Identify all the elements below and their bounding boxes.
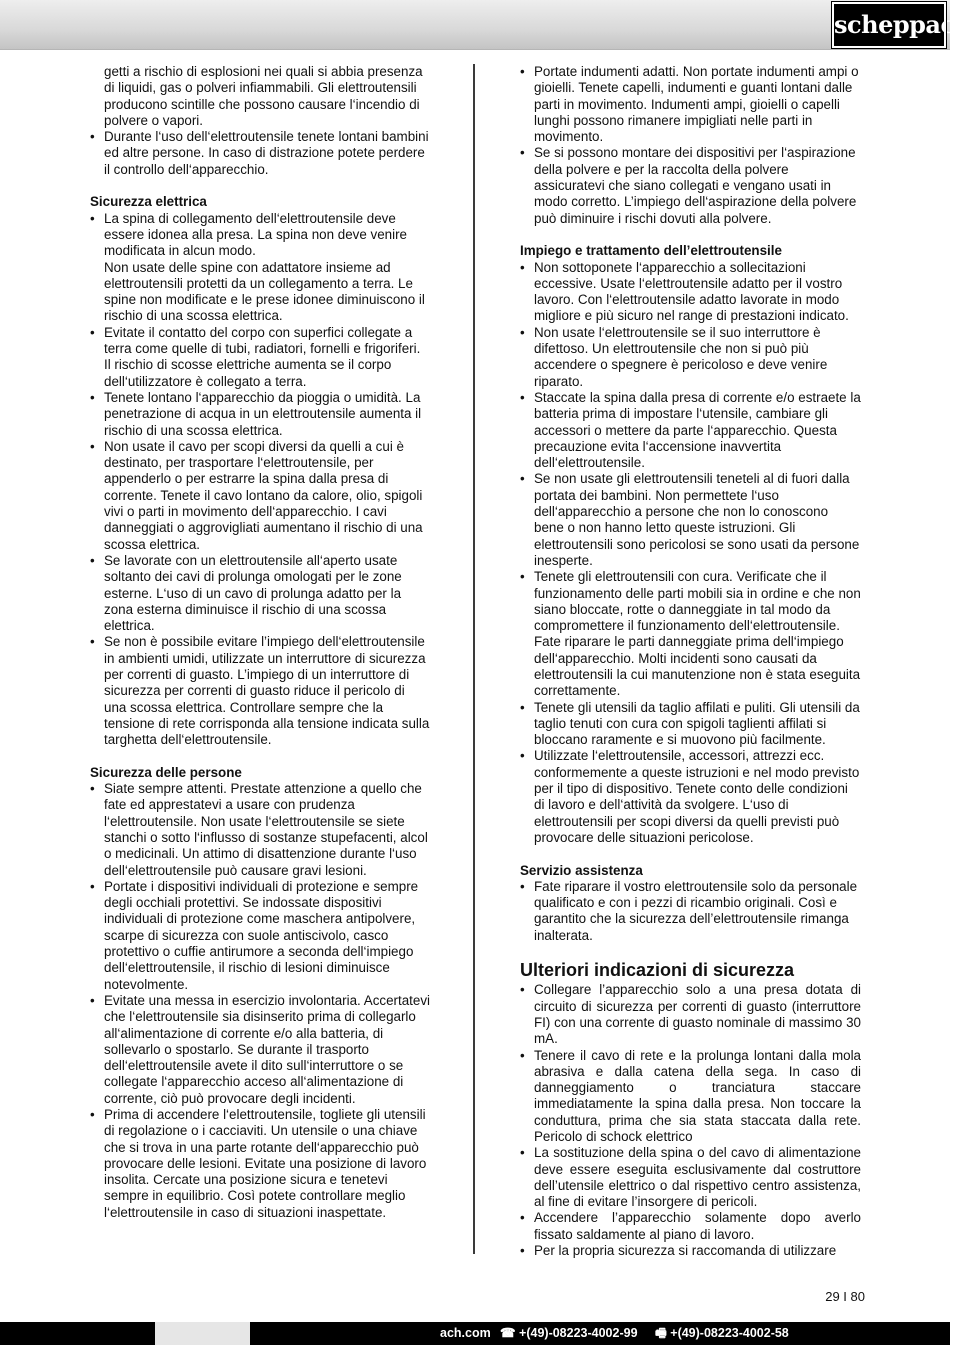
personal-safety-list [90,781,430,1221]
heading-tool-use: Impiego e trattamento dell’elettroutensile [520,243,782,259]
footer-contact-bar [250,1322,950,1345]
electrical-safety-list [90,211,430,260]
list-item: • Portate i dispositivi individuali di protezione e sempre degli occhiali protettivi. Se indossate dispositivi individuali di protezione come maschera antipolvere, scarpe di sicurezza con suole antiscivolo, casco protettivo o cuffie antirumore a seconda dell‘impiego dell‘elettroutensile, il rischio di lesioni diminuisce notevolmente. [90,879,430,993]
intro-list-right [520,64,861,227]
footer-black-block [0,1322,155,1345]
heading-personal-safety: Sicurezza delle persone [90,764,242,780]
list-item: • Se non è possibile evitare l’impiego dell‘elettroutensile in ambienti umidi, utilizzate un interruttore di sicurezza per correnti di guasto. L’impiego di un interruttore di sicurezza per correnti di guasto riduce il pericolo di una scossa elettrica. Controllare sempre che la tensione di rete corrisponda alla tensione indicata sulla targhetta dell‘elettroutensile. [90,634,430,748]
heading-service: Servizio assistenza [520,862,643,878]
electrical-safety-list-cont [90,325,430,749]
list-item: • Fate riparare il vostro elettroutensile solo da personale qualificato e con i pezzi di ricambio originali. Così e garantito che la sicurezza dell’elettroutensile rimanga inalterata. [520,879,861,944]
list-item: • Evitate una messa in esercizio involontaria. Accertatevi che l‘elettroutensile sia disinserito prima di collegarlo all‘alimentazione di corrente e/o alla batteria, di sollevarlo o spostarlo. Se durante il trasporto dell‘elettroutensile avete il dito sull‘interruttore o se collegate l‘apparecchio acceso all‘alimentazione di corrente, ciò può provocare degli incidenti. [90,993,430,1107]
list-item: • Tenete lontano l‘apparecchio da pioggia o umidità. La penetrazione di acqua in un elettroutensile aumenta il rischio di una scossa elettrica. [90,390,430,439]
header-bar [0,0,972,50]
left-column [90,64,430,1221]
list-item: • La sostituzione della spina o del cavo di alimentazione deve essere eseguita esclusivamente dal costruttore dell’utensile elettrico o dal rispettivo centro assistenza, al fine di evitare l’insorgere di pericoli. [520,1145,861,1210]
list-item: • Non usate il cavo per scopi diversi da quelli a cui è destinato, per trasportare l‘elettroutensile, per appenderlo o per estrarre la spina dalla presa di corrente. Tenete il cavo lontano da calore, olio, spigoli vivi o parti in movimento dell‘apparecchio. I cavi danneggiati o aggrovigliati aumentano il rischio di una scossa elettrica. [90,439,430,553]
heading-electrical-safety: Sicurezza elettrica [90,194,207,210]
paragraph-continuation: getti a rischio di esplosioni nei quali si abbia presenza di liquidi, gas o polveri infiammabili. Gli elettroutensili producono scintille che possono causare l‘incendio di polvere o vapori. [104,64,423,128]
list-item: • Non usate l‘elettroutensile se il suo interruttore è difettoso. Un elettroutensile che non si può più accendere o spegnere è pericoloso e deve venire riparato. [520,325,861,390]
list-item: • Se lavorate con un elettroutensile all‘aperto usate soltanto dei cavi di prolunga omologati per le zone esterne. L‘uso di un cavo di prolunga adatto per la zona esterna diminuisce il rischio di una scossa elettrica. [90,553,430,634]
list-item: • La spina di collegamento dell‘elettroutensile deve essere idonea alla presa. La spina non deve venire modificata in alcun modo. [90,211,430,260]
list-item: • Tenete gli elettroutensili con cura. Verificate che il funzionamento delle parti mobili sia in ordine e che non siano bloccate, rotte o danneggiate in tal modo da compromettere il funzionamento dell‘elettroutensile. Fate riparare le parti danneggiate prima dell‘impiego dell‘apparecchio. Molti incidenti sono causati da elettroutensili la cui manutenzione non è stata eseguita correttamente. [520,569,861,699]
heading-further-safety: Ulteriori indicazioni di sicurezza [520,960,795,981]
tool-use-list [520,260,861,847]
list-item: • Prima di accendere l‘elettroutensile, togliete gli utensili di regolazione o i cacciaviti. Un utensile o una chiave che si trova in una parte rotante dell‘apparecchio può provocare delle lesioni. Evitate una posizione di lavoro insolita. Cercate una posizione sicura e tenetevi sempre in equilibrio. Così potete controllare meglio l‘elettroutensile in caso di situazioni inaspettate. [90,1107,430,1221]
list-item: • Collegare l’apparecchio solo a una presa dotata di circuito di sicurezza per correnti di guasto (interruttore FI) con una corrente di guasto nominale di massimo 30 mA. [520,982,861,1047]
brand-logo: scheppach [832,2,946,48]
list-item: • Utilizzate l‘elettroutensile, accessori, attrezzi ecc. conformemente a queste istruzioni e nel modo previsto per il tipo di dispositivo. Tenete conto delle condizioni di lavoro e dell‘attività da svolgere. L‘uso di elettroutensili per scopi diversi da quelli previsti può provocare delle situazioni pericolose. [520,748,861,846]
list-item: • Se si possono montare dei dispositivi per l‘aspirazione della polvere e per la raccolta della polvere assicuratevi che siano collegati e vengano usati in modo corretto. L’impiego dell‘aspirazione della polvere può diminuire i rischi dovuti alla polvere. [520,145,861,226]
column-divider [473,64,475,1254]
right-column [520,64,861,1259]
list-item: • Durante l‘uso dell‘elettroutensile tenete lontani bambini ed altre persone. In caso di distrazione potete perdere il controllo dell‘apparecchio. [90,129,430,178]
list-item: • Siate sempre attenti. Prestate attenzione a quello che fate ed apprestatevi a usare con prudenza l‘elettroutensile. Non usate l‘elettroutensile se siete stanchi o sotto l‘influsso di sostanze stupefacenti, alcol o medicinali. Un attimo di disattenzione durante l‘uso dell‘elettroutensile può causare gravi lesioni. [90,781,430,879]
list-item: • Tenere il cavo di rete e la prolunga lontani dalla mola abrasiva e dalla catena della sega. In caso di danneggiamento o tranciatura staccare immediatamente la spina dalla presa. Non toccare la conduttura, prima che sia stata staccata dalla rete. Pericolo di schock elettrico [520,1048,861,1146]
service-list [520,879,861,944]
list-item: • Per la propria sicurezza si raccomanda di utilizzare [520,1243,861,1259]
list-item: • Accendere l’apparecchio solamente dopo averlo fissato saldamente al piano di lavoro. [520,1210,861,1243]
list-item: • Tenete gli utensili da taglio affilati e puliti. Gli utensili da taglio tenuti con cura con spigoli taglienti affilati si bloccano raramente e si muovono più facilmente. [520,700,861,749]
list-item: • Non sottoponete l‘apparecchio a sollecitazioni eccessive. Usate l‘elettroutensile adatto per il vostro lavoro. Con l‘elettroutensile adatto lavorate in modo migliore e più sicuro nel range di prestazioni indicato. [520,260,861,325]
further-safety-list [520,982,861,1259]
paragraph-continuation: Non usate delle spine con adattatore insieme ad elettroutensili protetti da un collegamento a terra. Le spine non modificate e le prese idonee diminuiscono il rischio di una scossa elettrica. [104,259,425,324]
list-item: • Se non usate gli elettroutensili teneteli al di fuori dalla portata dei bambini. Non permettete l‘uso dell‘apparecchio a persone che non lo conoscono bene o non hanno letto queste istruzioni. Gli elettroutensili sono pericolosi se sono usati da persone inesperte. [520,471,861,569]
list-item: • Staccate la spina dalla presa di corrente e/o estraete la batteria prima di impostare l‘utensile, cambiare gli accessori o mettere da parte l‘apparecchio. Questa precauzione evita l‘accensione inavvertita dell‘elettroutensile. [520,390,861,471]
list-item: • Portate indumenti adatti. Non portate indumenti ampi o gioielli. Tenete capelli, indumenti e guanti lontani dalle parti in movimento. Indumenti ampi, gioielli o capelli lunghi possono rimanere impigliati nelle parti in movimento. [520,64,861,145]
footer-fax: 🖷 +(49)-08223-4002-58 [655,1326,789,1340]
intro-list [90,129,430,178]
list-item: • Evitate il contatto del corpo con superfici collegate a terra come quelle di tubi, radiatori, fornelli e frigoriferi. Il rischio di scosse elettriche aumenta se il corpo dell‘utilizzatore è collegato a terra. [90,325,430,390]
footer-website[interactable]: ach.com [440,1326,491,1340]
footer-phone: ☎ +(49)-08223-4002-99 [500,1326,638,1340]
page-number: 29 I 80 [825,1289,865,1304]
